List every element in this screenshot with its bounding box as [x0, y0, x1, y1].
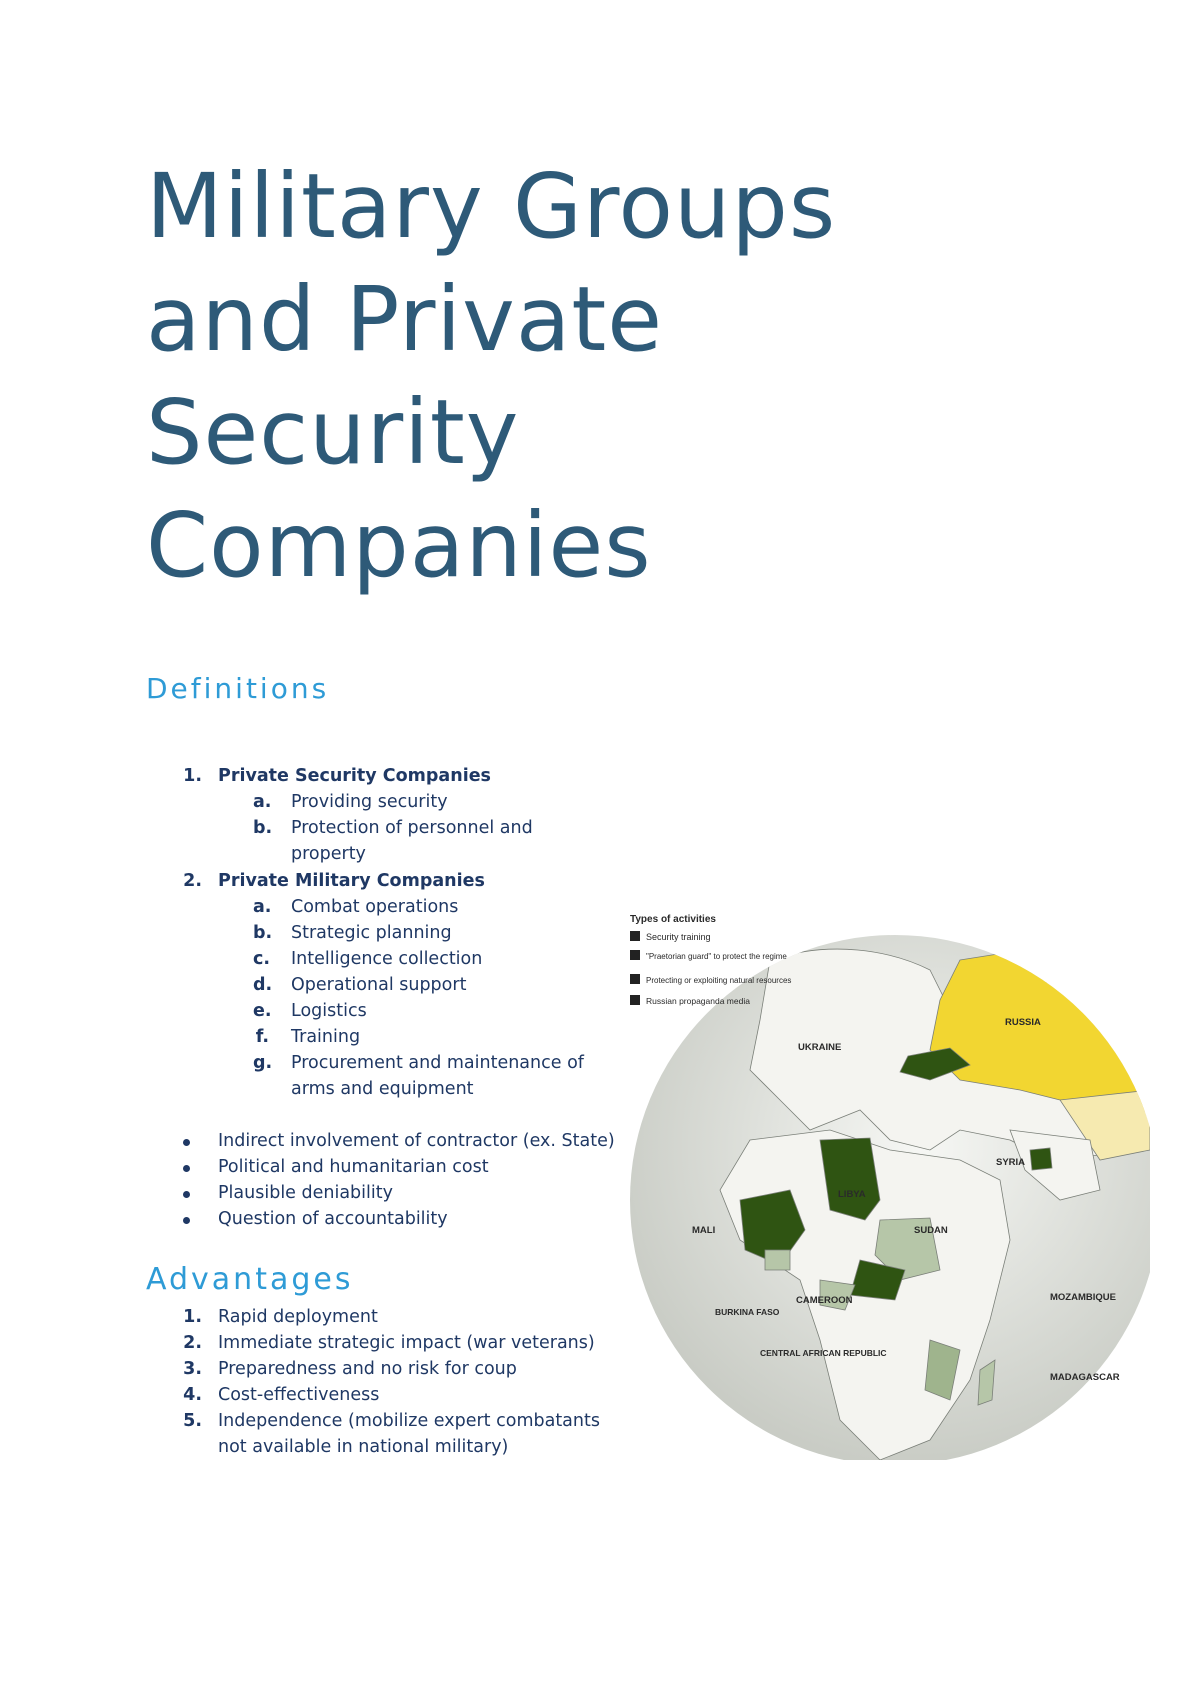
- definition-label: Private Military Companies: [218, 871, 485, 891]
- sub-text: Logistics: [291, 1001, 367, 1021]
- bullet-item: [0, 1128, 615, 1154]
- bullet-item: [0, 1180, 615, 1206]
- bullet-text: Plausible deniability: [218, 1183, 393, 1203]
- security-training-icon: [630, 931, 640, 941]
- burkina-faso-region: [765, 1250, 790, 1270]
- advantages-heading: Advantages: [146, 1262, 354, 1297]
- bullet-item: [0, 1154, 615, 1180]
- definition-item-1: [0, 763, 601, 867]
- country-label-libya: LIBYA: [838, 1189, 866, 1200]
- sub-text: Operational support: [291, 975, 467, 995]
- sub-text: Providing security: [291, 792, 448, 812]
- sub-letter: a.: [253, 792, 272, 812]
- definitions-list-2: [0, 868, 601, 1102]
- sub-item: [0, 815, 601, 867]
- advantage-item: [0, 1356, 618, 1382]
- definitions-heading: Definitions: [146, 672, 330, 705]
- page-title: [146, 150, 1046, 602]
- bullet-dot: [183, 1217, 190, 1224]
- sub-item: [0, 946, 601, 972]
- sub-list: [0, 789, 601, 867]
- advantage-item: [0, 1330, 618, 1356]
- propaganda-icon: [630, 995, 640, 1005]
- definitions-list: [0, 763, 601, 867]
- sub-item: [0, 1050, 601, 1102]
- advantage-text: Immediate strategic impact (war veterans): [218, 1333, 595, 1353]
- title-line-3: Security: [146, 380, 520, 484]
- sub-item: [0, 972, 601, 998]
- sub-letter: g.: [253, 1053, 273, 1073]
- legend-item: Russian propaganda media: [646, 996, 750, 1006]
- sub-letter: c.: [253, 949, 271, 969]
- sub-letter: a.: [253, 897, 272, 917]
- legend-item: "Praetorian guard" to protect the regime: [646, 952, 787, 961]
- sub-text: Combat operations: [291, 897, 459, 917]
- definition-label: Private Security Companies: [218, 766, 491, 786]
- bullet-text: Question of accountability: [218, 1209, 448, 1229]
- list-number: 2.: [183, 1333, 202, 1353]
- legend-item: Protecting or exploiting natural resources: [646, 976, 792, 985]
- wagner-activities-map: [630, 900, 1150, 1460]
- advantage-text: Preparedness and no risk for coup: [218, 1359, 517, 1379]
- sub-letter: f.: [255, 1027, 269, 1047]
- praetorian-guard-icon: [630, 950, 640, 960]
- country-label-mali: MALI: [692, 1225, 716, 1236]
- sub-text: Training: [291, 1027, 361, 1047]
- country-label-ukraine: UKRAINE: [798, 1042, 842, 1053]
- country-label-russia: RUSSIA: [1005, 1017, 1041, 1028]
- sub-item: [0, 789, 601, 815]
- advantage-item: [0, 1382, 618, 1408]
- advantage-text: Independence (mobilize expert combatants not available in national military): [218, 1411, 600, 1457]
- list-number: 4.: [183, 1385, 202, 1405]
- advantage-item: [0, 1304, 618, 1330]
- country-label-cameroon: CAMEROON: [796, 1295, 853, 1306]
- sub-letter: d.: [253, 975, 273, 995]
- sub-text: Intelligence collection: [291, 949, 483, 969]
- title-line-2: and Private: [146, 267, 664, 371]
- bullet-dot: [183, 1139, 190, 1146]
- country-label-madagascar: MADAGASCAR: [1050, 1372, 1120, 1383]
- country-label-sudan: SUDAN: [914, 1225, 948, 1236]
- sub-text: Procurement and maintenance of arms and equipment: [291, 1053, 584, 1099]
- title-line-1: Military Groups: [146, 154, 837, 258]
- sub-letter: e.: [253, 1001, 272, 1021]
- legend-item: Security training: [646, 932, 711, 942]
- syria-region: [1030, 1148, 1052, 1170]
- bullet-list: [0, 1128, 615, 1232]
- advantage-item: [0, 1408, 618, 1460]
- sub-item: [0, 920, 601, 946]
- list-number: 1.: [183, 766, 202, 786]
- sub-text: Protection of personnel and property: [291, 818, 533, 864]
- sub-item: [0, 1024, 601, 1050]
- sub-letter: b.: [253, 818, 273, 838]
- bullet-item: [0, 1206, 615, 1232]
- advantage-text: Rapid deployment: [218, 1307, 378, 1327]
- list-number: 3.: [183, 1359, 202, 1379]
- list-number: 5.: [183, 1411, 202, 1431]
- sub-item: [0, 894, 601, 920]
- country-label-mozambique: MOZAMBIQUE: [1050, 1292, 1116, 1303]
- sub-list: [0, 894, 601, 1102]
- bullet-text: Political and humanitarian cost: [218, 1157, 489, 1177]
- sub-letter: b.: [253, 923, 273, 943]
- country-label-syria: SYRIA: [996, 1157, 1026, 1168]
- resources-icon: [630, 974, 640, 984]
- definition-item-2: [0, 868, 601, 1102]
- bullet-dot: [183, 1165, 190, 1172]
- advantage-text: Cost-effectiveness: [218, 1385, 380, 1405]
- country-label-burkina-faso: BURKINA FASO: [715, 1307, 780, 1317]
- sub-text: Strategic planning: [291, 923, 452, 943]
- advantages-list: [0, 1304, 618, 1460]
- sub-item: [0, 998, 601, 1024]
- title-line-4: Companies: [146, 493, 652, 597]
- country-label-car: CENTRAL AFRICAN REPUBLIC: [760, 1348, 887, 1358]
- bullet-text: Indirect involvement of contractor (ex. State): [218, 1131, 615, 1151]
- list-number: 1.: [183, 1307, 202, 1327]
- list-number: 2.: [183, 871, 202, 891]
- bullet-dot: [183, 1191, 190, 1198]
- legend-title: Types of activities: [630, 914, 716, 925]
